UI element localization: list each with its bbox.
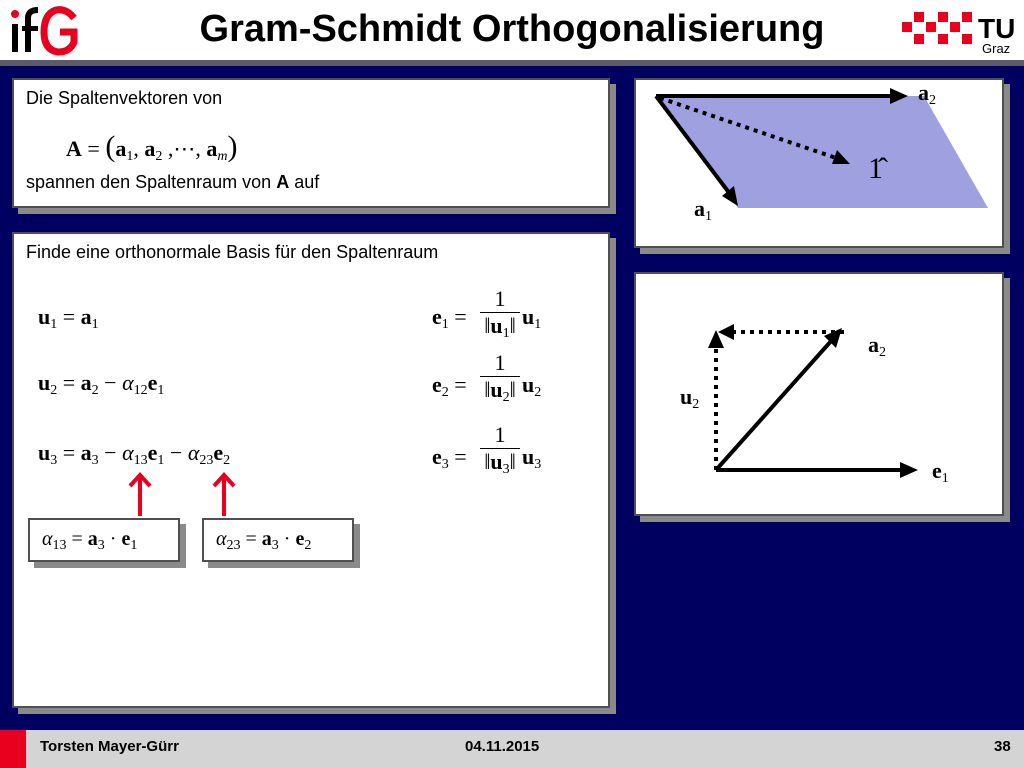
frac-e2: $\frac{1}{‖u2‖}$ [480, 350, 520, 403]
matrix-A-definition: A = (a1, a2 ,⋯, am) [66, 130, 238, 164]
frac-e1: $\frac{1}{‖u1‖}$ [480, 286, 520, 339]
eq-e3-u: u3 [522, 444, 542, 472]
tu-graz-logo [902, 8, 1020, 56]
label-a2-fig2: a2 [868, 332, 886, 360]
label-hat-fig1: 1̂ [868, 152, 883, 185]
footer-page-number: 38 [994, 738, 1011, 755]
panel1-line2-after: auf [289, 172, 320, 192]
panel1-line1: Die Spaltenvektoren von [26, 88, 223, 108]
tu-text: TU [978, 13, 1016, 44]
eq-u1: u1 = a1 [38, 304, 99, 332]
panel-column-vectors [12, 78, 610, 208]
connector-head [718, 324, 734, 340]
red-arrow-alpha23 [212, 472, 236, 516]
eq-e3: e3 = [432, 444, 467, 472]
label-u2-fig2: u2 [680, 384, 700, 412]
figure-orthogonal [634, 272, 1004, 516]
label-a2-fig1: a2 [918, 80, 936, 108]
figure-plane [634, 78, 1004, 248]
footer-date: 04.11.2015 [465, 738, 540, 755]
vector-a2-line-fig2 [716, 340, 832, 470]
red-arrow-alpha13 [128, 472, 152, 516]
eq-alpha13: $\alpha_{13} = a_3 \cdot e_1$ [42, 528, 138, 553]
panel-orthonormal-basis [12, 232, 610, 708]
box-alpha13 [28, 518, 180, 562]
footer-author: Torsten Mayer-Gürr [40, 738, 179, 755]
eq-e2-u: u2 [522, 372, 542, 400]
graz-text: Graz [982, 41, 1011, 56]
slide-header [0, 0, 1024, 62]
eq-u2: u2 = a2 − α12e1 [38, 370, 165, 398]
vector-e1-head [900, 462, 918, 478]
eq-u3: u3 = a3 − α13e1 − α23e2 [38, 440, 231, 468]
panel1-line2 [26, 172, 319, 193]
panel1-line2-bold: A [276, 172, 290, 192]
label-e1-fig2: e1 [932, 458, 949, 486]
plane-diagram [636, 80, 1002, 246]
label-a1-fig1: a1 [694, 196, 712, 224]
eq-e1: e1 = [432, 304, 467, 332]
panel1-line2-before: spannen den Spaltenraum von [26, 172, 277, 192]
eq-e1-u: u1 [522, 304, 542, 332]
eq-alpha23: $\alpha_{23} = a_3 \cdot e_2$ [216, 528, 312, 553]
eq-e2: e2 = [432, 372, 467, 400]
footer-red-bar [0, 730, 26, 768]
frac-e3: $\frac{1}{‖u3‖}$ [480, 422, 520, 475]
box-alpha23 [202, 518, 354, 562]
panel2-heading: Finde eine orthonormale Basis für den Spaltenraum [26, 242, 439, 262]
slide-title: Gram-Schmidt Orthogonalisierung [199, 8, 825, 50]
